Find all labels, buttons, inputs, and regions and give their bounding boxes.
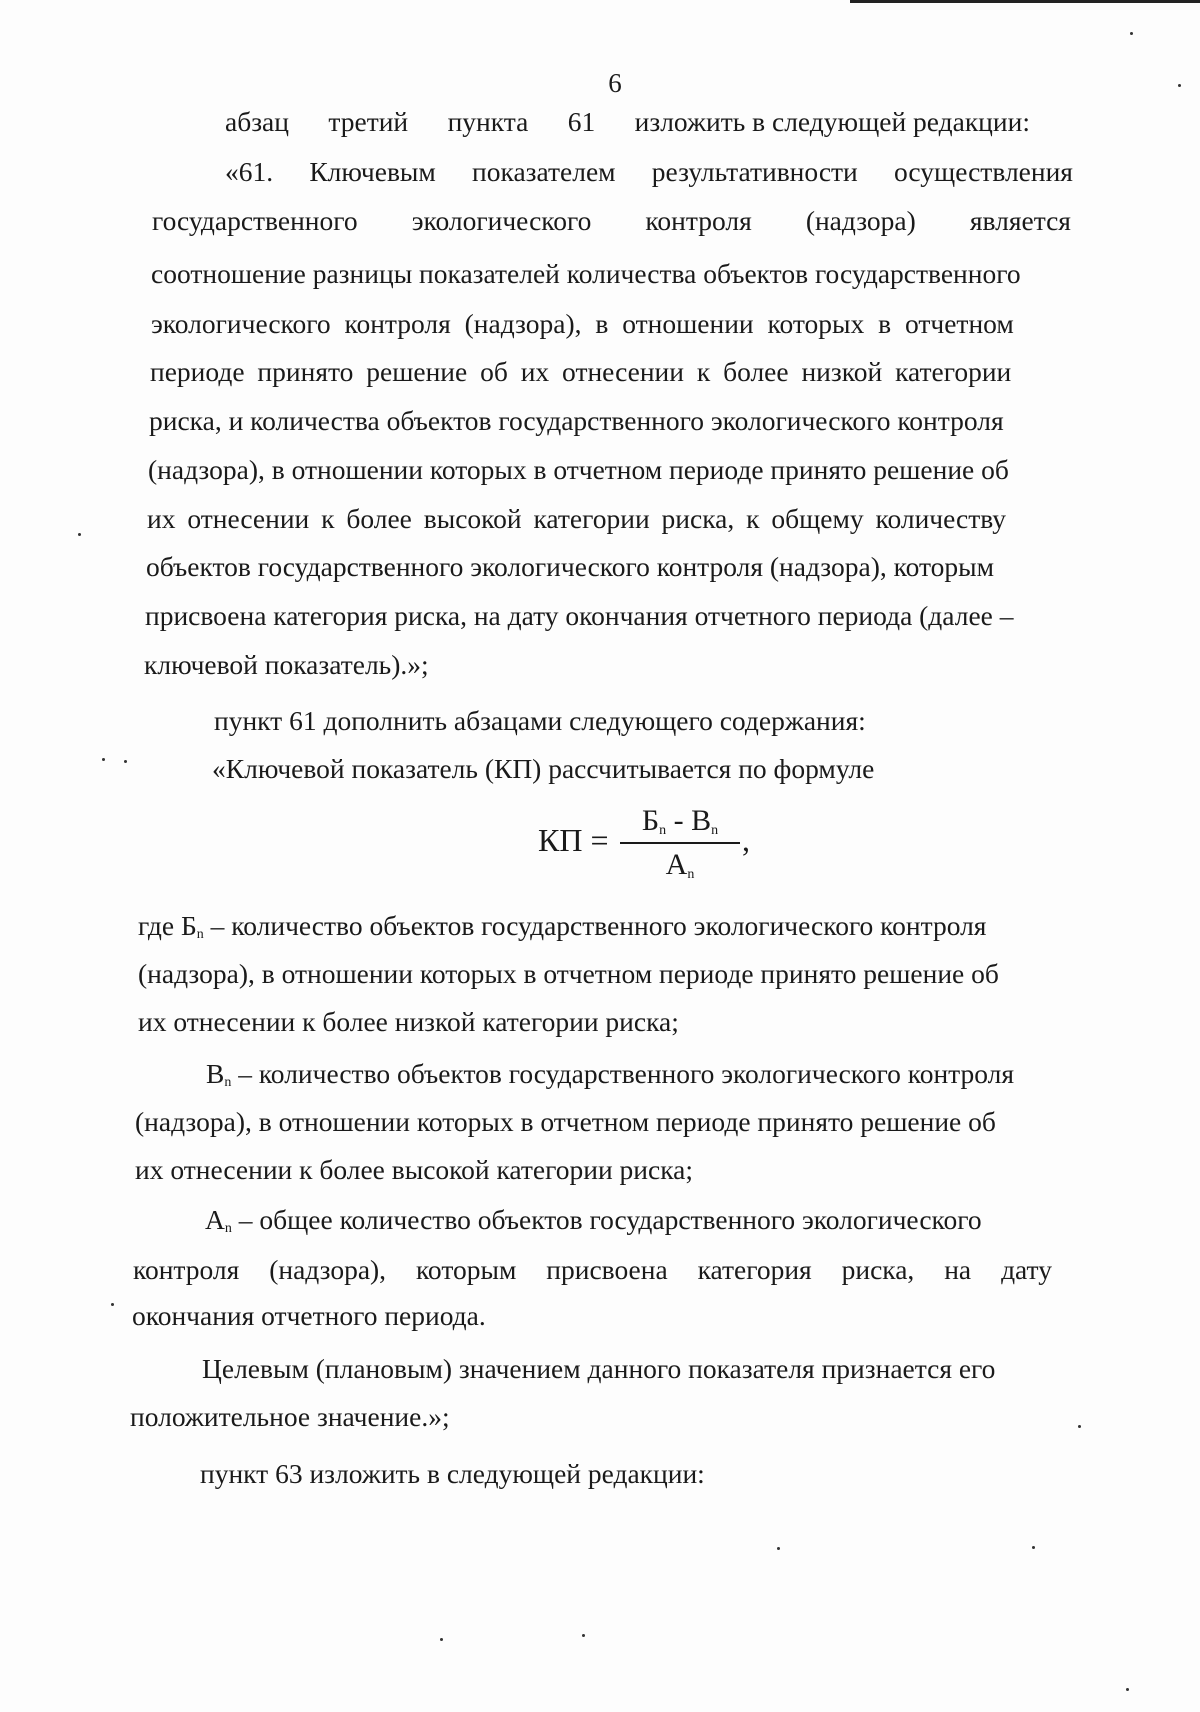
scan-speck xyxy=(1032,1546,1035,1549)
word: Ключевым xyxy=(309,156,436,187)
fraction-bar xyxy=(620,842,740,844)
word: результативности xyxy=(651,156,858,187)
paragraph-line: (надзора), в отношении которых в отчетном периоде принято решение об xyxy=(135,1106,996,1137)
scan-speck xyxy=(1178,84,1181,87)
numerator-b-sub: n xyxy=(659,823,667,838)
definition-v-symbol: В xyxy=(206,1058,225,1089)
formula-denominator xyxy=(620,848,740,883)
word: которым xyxy=(415,1254,517,1285)
definition-a-line xyxy=(205,1206,982,1236)
word: абзац xyxy=(225,106,289,137)
denominator-a: А xyxy=(665,848,688,881)
paragraph-line: их отнесении к более высокой категории риска; xyxy=(135,1154,694,1185)
word: на xyxy=(944,1254,972,1285)
word: осуществления xyxy=(894,156,1073,187)
paragraph-line: объектов государственного экологического контроля (надзора), которым xyxy=(146,551,995,582)
paragraph-line: их отнесении к более высокой категории риска, к общему количеству xyxy=(147,503,1007,534)
paragraph-line: положительное значение.»; xyxy=(130,1401,450,1432)
scan-speck xyxy=(78,533,81,536)
numerator-v-sub: n xyxy=(711,823,719,838)
paragraph-line: (надзора), в отношении которых в отчетном периоде принято решение об xyxy=(138,958,999,989)
definition-a-text: – общее количество объектов государственного экологического xyxy=(231,1204,982,1235)
paragraph-line: экологического контроля (надзора), в отношении которых в отчетном xyxy=(151,308,1014,339)
formula-numerator xyxy=(620,804,740,840)
word: третий xyxy=(328,106,409,137)
denominator-a-sub: n xyxy=(687,867,695,882)
paragraph-line: присвоена категория риска, на дату окончания отчетного периода (далее – xyxy=(145,600,1014,631)
word: дату xyxy=(1001,1254,1052,1285)
scan-speck xyxy=(582,1634,585,1637)
definition-a-symbol: А xyxy=(205,1204,225,1235)
paragraph-line xyxy=(152,207,1071,235)
word: присвоена xyxy=(546,1254,668,1285)
paragraph-line: «Ключевой показатель (КП) рассчитывается по формуле xyxy=(212,753,875,784)
definition-v-sub: n xyxy=(224,1075,232,1090)
page-number: 6 xyxy=(608,68,622,98)
paragraph-line xyxy=(225,108,1030,136)
numerator-v: В xyxy=(691,804,712,837)
paragraph-line: соотношение разницы показателей количества объектов государственного xyxy=(151,258,1021,289)
paragraph-line: периоде принято решение об их отнесении к более низкой категории xyxy=(150,356,1012,387)
word: государственного xyxy=(152,205,358,236)
word: категория xyxy=(697,1254,812,1285)
definition-b-text: – количество объектов государственного экологического контроля xyxy=(203,910,987,941)
word: является xyxy=(969,205,1071,236)
definition-a-sub: n xyxy=(224,1221,232,1236)
word: (надзора), xyxy=(269,1254,387,1285)
paragraph-line: Целевым (плановым) значением данного показателя признается его xyxy=(202,1353,996,1384)
scan-speck xyxy=(777,1547,780,1550)
formula-lhs: КП = xyxy=(538,822,609,858)
definition-v-line xyxy=(206,1060,1014,1090)
paragraph-line: окончания отчетного периода. xyxy=(132,1300,486,1331)
formula-comma: , xyxy=(742,822,750,858)
paragraph-line xyxy=(133,1256,1052,1284)
top-edge-rule xyxy=(850,0,1200,3)
word: (надзора) xyxy=(805,205,916,236)
definition-b-line xyxy=(138,912,986,942)
numerator-b: Б xyxy=(641,804,660,837)
scan-speck xyxy=(111,1303,114,1306)
paragraph-line: пункт 61 дополнить абзацами следующего содержания: xyxy=(214,705,866,736)
scan-speck xyxy=(124,760,127,763)
word: 61 xyxy=(567,106,596,137)
paragraph-line: риска, и количества объектов государственного экологического контроля xyxy=(149,405,1004,436)
paragraph-line xyxy=(225,158,1073,186)
paragraph-line: их отнесении к более низкой категории риска; xyxy=(138,1006,679,1037)
word: риска, xyxy=(841,1254,915,1285)
paragraph-line: (надзора), в отношении которых в отчетном периоде принято решение об xyxy=(148,454,1009,485)
word: пункта xyxy=(447,106,529,137)
scan-speck xyxy=(102,758,105,761)
definition-v-text: – количество объектов государственного экологического контроля xyxy=(231,1058,1015,1089)
definition-b-symbol: где Б xyxy=(138,910,197,941)
kp-formula xyxy=(538,804,768,908)
word: изложить в следующей редакции: xyxy=(634,106,1030,137)
paragraph-line: ключевой показатель).»; xyxy=(144,649,429,680)
formula-fraction xyxy=(620,804,740,883)
word: «61. xyxy=(225,156,274,187)
word: контроля xyxy=(133,1254,240,1285)
scan-speck xyxy=(1126,1688,1129,1691)
paragraph-line: пункт 63 изложить в следующей редакции: xyxy=(200,1458,705,1489)
scan-speck xyxy=(440,1638,443,1641)
numerator-minus: - xyxy=(666,804,692,837)
scan-speck xyxy=(1078,1425,1081,1428)
word: показателем xyxy=(472,156,616,187)
word: контроля xyxy=(645,205,752,236)
definition-b-sub: n xyxy=(196,927,204,942)
word: экологического xyxy=(411,205,592,236)
scan-speck xyxy=(1130,32,1133,35)
